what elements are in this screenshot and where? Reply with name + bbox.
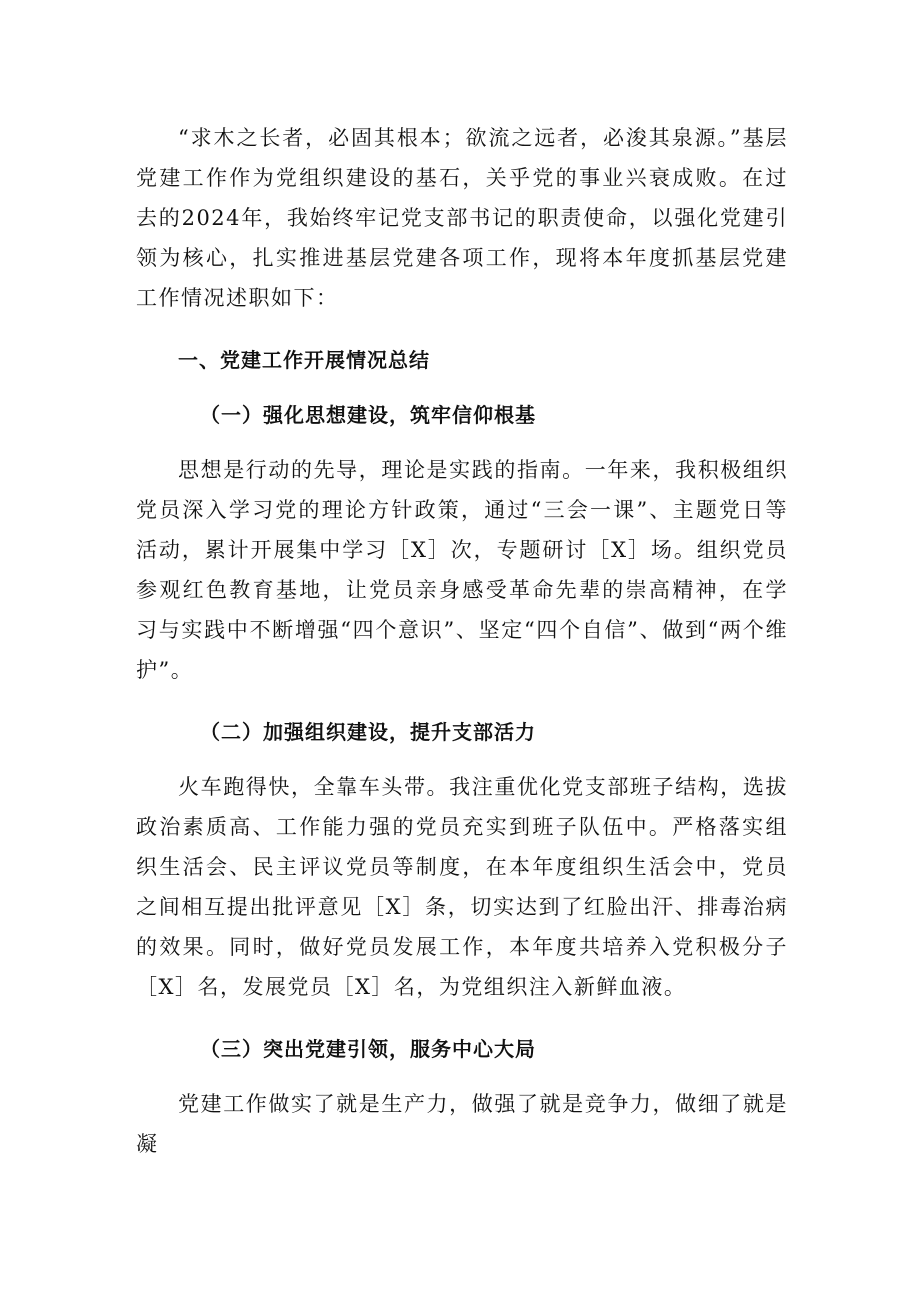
section-heading-1: 一、党建工作开展情况总结 bbox=[178, 348, 430, 372]
subsection-heading-1: （一）强化思想建设，筑牢信仰根基 bbox=[200, 403, 536, 427]
subsection-body-3: 党建工作做实了就是生产力，做强了就是竞争力，做细了就是凝 bbox=[136, 1092, 788, 1156]
subsection-body-1: 思想是行动的先导，理论是实践的指南。一年来，我积极组织党员深入学习党的理论方针政策，通过“三会一课”、主题党日等活动，累计开展集中学习［X］次，专题研讨［X］场。组织党员参观红色教育基地，让党员亲身感受革命先辈的崇高精神，在学习与实践中不断增强“四个意识”、坚定“四个自信”、做到“两个维护”。 bbox=[136, 458, 788, 682]
intro-paragraph: “求木之长者，必固其根本；欲流之远者，必浚其泉源。”基层党建工作作为党组织建设的基石，关乎党的事业兴衰成败。在过去的2024年，我始终牢记党支部书记的职责使命，以强化党建引领为核心，扎实推进基层党建各项工作，现将本年度抓基层党建工作情况述职如下： bbox=[136, 126, 788, 310]
subsection-body-2: 火车跑得快，全靠车头带。我注重优化党支部班子结构，选拔政治素质高、工作能力强的党员充实到班子队伍中。严格落实组织生活会、民主评议党员等制度，在本年度组织生活会中，党员之间相互提出批评意见［X］条，切实达到了红脸出汗、排毒治病的效果。同时，做好党员发展工作，本年度共培养入党积极分子［X］名，发展党员［X］名，为党组织注入新鲜血液。 bbox=[136, 775, 788, 999]
subsection-heading-3: （三）突出党建引领，服务中心大局 bbox=[200, 1037, 536, 1061]
subsection-heading-2: （二）加强组织建设，提升支部活力 bbox=[200, 720, 536, 744]
document-page bbox=[136, 118, 788, 1164]
